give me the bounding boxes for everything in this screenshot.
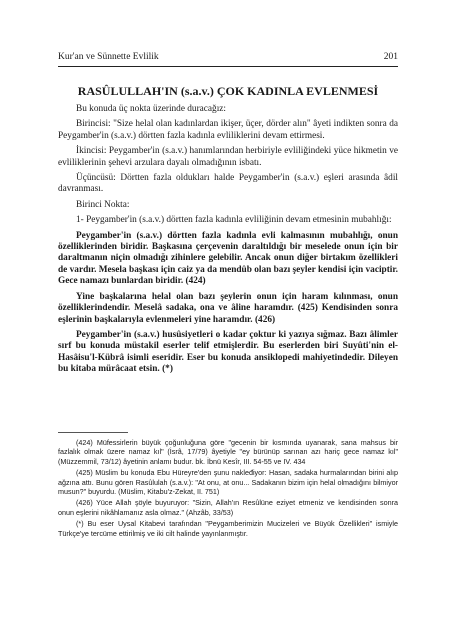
chapter-title: RASÛLULLAH'IN (s.a.v.) ÇOK KADINLA EVLENMESİ <box>77 84 379 98</box>
paragraph: Birinci Nokta: <box>76 199 130 210</box>
page-number: 201 <box>383 52 398 62</box>
paragraph: 1- Peygamber'in (s.a.v.) dörtten fazla kadınla evliliğinin devam etmesinin mubahlığı: <box>76 215 392 226</box>
footnote: (426) Yüce Allah şöyle buyuruyor: "Sizin, Allah'ın Resûlüne eziyet etmeniz ve kendisinden sonra onun eşlerini nikâhlamanız asla olmaz." (Ahzâb, 33/53) <box>58 498 398 517</box>
footnote: (425) Müslim bu konuda Ebu Hüreyre'den şunu nakleđiyor: Hasan, sadaka hurmalarından birini alıp ağzına attı. Bunu gören Rasûlulah (s.a.v.): "At onu, at onu... Sadakanın bizim için helal olmadığını bilmiyor musun?" buyurdu. (Müslim, Kitabu'z-Zekat, II. 751) <box>58 468 398 497</box>
book-title: Kur'an ve Sünnette Evlilik <box>58 52 159 62</box>
paragraph: İkincisi: Peygamber'in (s.a.v.) hanımlarından herbiriyle evliliğindeki yüce hikmetin ve evliliklerinin şehevi arzulara dayalı olmadığının isbatı. <box>58 146 398 168</box>
paragraph: Birincisi: "Size helal olan kadınlardan ikişer, üçer, dörder alın" âyeti indikten sonra da Peygamber'in (s.a.v.) dörtten fazla kadınla evliliklerini devam ettirmesi. <box>58 119 398 141</box>
footnote: (*) Bu eser Uysal Kitabevi tarafından "Peygamberimizin Mucizeleri ve Büyük Özellikleri" ismiyle Türkçe'ye tercüme ettirilmiş ve iki cilt halinde yayınlanmıştır. <box>58 519 398 538</box>
paragraph: Peygamber'in (s.a.v.) husûsiyetleri o kadar çoktur ki yazıya sığmaz. Bazı âlimler sırf bu konuda müstakil eserler telif etmişlerdir. Bu eserlerden biri Suyûti'nin el-Hasâisu'l-Kübrâ isimli eseridir. Eser bu konuda ansiklopedi mahiyetindedir. Dileyen bu kitaba mürâcaat etsin. (*) <box>58 329 398 375</box>
paragraph: Bu konuda üç nokta üzerinde duracağız: <box>76 104 226 114</box>
paragraph: Üçüncüsü: Dörtten fazla oldukları halde Peygamber'in (s.a.v.) eşleri arasında âdil davranması. <box>58 173 398 195</box>
header-rule <box>58 66 398 67</box>
footnote: (424) Müfessirlerin büyük çoğunluğuna göre "gecenin bir kısmında uyanarak, sana mahsus bir fazlalık olmak üzere namaz kıl" (İsrâ, 17/79) âyetiyle "ey bürünüp sarınan azı hariç gece namaz kıl" (Müzzemmil, 73/12) âyetinin anlamı budur. bk. İbnü Kesîr, III. 54-55 ve IV. 434 <box>58 438 398 466</box>
paragraph: Peygamber'in (s.a.v.) dörtten fazla kadınla evli kalmasının mubahlığı, onun özelliklerinden biridir. Başkasına çerçevenin daraltıldığı bir meselede onun için bir daraltmanın niçin olmadığı zihinlere gelebilir. Ancak onun diğer birtakım özellikleri de vardır. Mesela başkası için caiz ya da mendûb olan bazı şeyler kendisi için vaciptir. Gece namazı bunlardan biridir. (424) <box>58 230 398 287</box>
body-text <box>58 104 398 380</box>
paragraph: Yine başkalarına helal olan bazı şeylerin onun için haram kılınması, onun özelliklerindendir. Meselâ sadaka, ona ve âline haramdır. (425) Kendisinden sonra eşlerinin başkalarıyla evlenmeleri yine haramdır. (426) <box>58 291 398 325</box>
footnote-separator <box>58 432 128 433</box>
footnotes <box>58 438 398 540</box>
